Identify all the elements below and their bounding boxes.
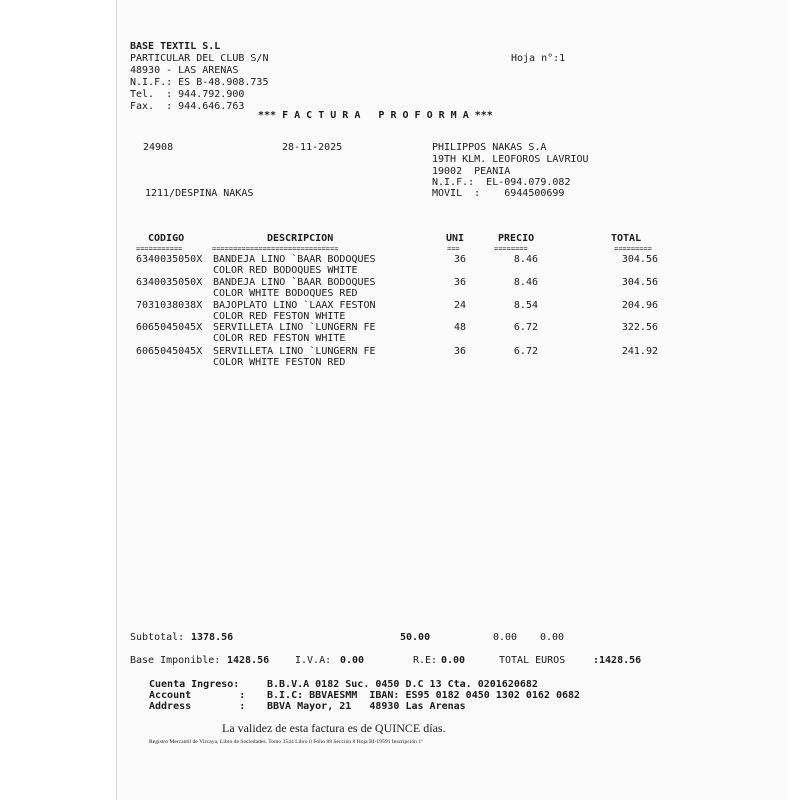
iva-label: I.V.A: bbox=[295, 655, 332, 666]
table-row bbox=[0, 300, 800, 324]
header-total: TOTAL bbox=[611, 233, 642, 244]
row-total: 304.56 bbox=[621, 254, 658, 265]
row-description-detail: COLOR WHITE BODOQUES RED bbox=[213, 288, 358, 299]
zero-value-2: 0.00 bbox=[540, 632, 565, 643]
rule-description: ============================== bbox=[212, 245, 339, 253]
total-euros-value: :1428.56 bbox=[593, 655, 642, 666]
extra-charge-value: 50.00 bbox=[400, 632, 431, 643]
table-row bbox=[0, 254, 800, 278]
row-units: 24 bbox=[453, 300, 466, 311]
row-total: 304.56 bbox=[621, 277, 658, 288]
row-units: 36 bbox=[453, 346, 466, 357]
row-price: 8.46 bbox=[513, 277, 538, 288]
seller-nif: N.I.F.: ES B-48.908.735 bbox=[130, 77, 269, 88]
seller-address-2: 48930 - LAS ARENAS bbox=[130, 65, 239, 76]
re-value: 0.00 bbox=[441, 655, 466, 666]
seller-name: BASE TEXTIL S.L bbox=[130, 41, 221, 52]
header-code: CODIGO bbox=[148, 233, 185, 244]
row-description: SERVILLETA LINO `LUNGERN FE bbox=[213, 346, 376, 357]
row-price: 6.72 bbox=[513, 322, 538, 333]
header-price: PRECIO bbox=[498, 233, 535, 244]
table-row bbox=[0, 277, 800, 301]
client-mobile: MOVIL : 6944500699 bbox=[432, 188, 565, 199]
row-price: 8.54 bbox=[513, 300, 538, 311]
invoice-number: 24908 bbox=[143, 142, 174, 153]
rule-code: =========== bbox=[136, 245, 183, 253]
bank-address-value: BBVA Mayor, 21 48930 Las Arenas bbox=[267, 701, 466, 712]
table-row bbox=[0, 346, 800, 370]
re-label: R.E: bbox=[413, 655, 438, 666]
bank-address-label: Address : bbox=[149, 701, 246, 712]
bank-account-label: Cuenta Ingreso: bbox=[149, 679, 240, 690]
invoice-date: 28-11-2025 bbox=[282, 142, 343, 153]
header-units: UNI bbox=[446, 233, 465, 244]
row-description-detail: COLOR RED FESTON WHITE bbox=[213, 311, 346, 322]
subtotal-value: 1378.56 bbox=[191, 632, 234, 643]
registry-footer: Registro Mercantil de Vizcaya, Libro de Sociedades. Tomo 3544 Libro 0 Folio 88 Sección 8 Hoja BI-19591 Inscripción 1ª bbox=[149, 739, 423, 745]
invoice-reference: 1211/DESPINA NAKAS bbox=[145, 188, 254, 199]
row-code: 6065045045X bbox=[136, 322, 203, 333]
sheet-number: Hoja n°:1 bbox=[511, 53, 566, 64]
rule-total: ========= bbox=[614, 245, 652, 253]
row-description-detail: COLOR RED BODOQUES WHITE bbox=[213, 265, 358, 276]
subtotal-label: Subtotal: bbox=[130, 632, 185, 643]
row-total: 322.56 bbox=[621, 322, 658, 333]
bank-iban-value: B.I.C: BBVAESMM IBAN: ES95 0182 0450 1302 0162 0682 bbox=[267, 690, 581, 701]
client-address-1: 19TH KLM. LEOFOROS LAVRIOU bbox=[432, 154, 589, 165]
validity-note: La validez de esta factura es de QUINCE días. bbox=[222, 721, 446, 735]
row-units: 36 bbox=[453, 254, 466, 265]
rule-price: ======== bbox=[494, 245, 528, 253]
row-total: 204.96 bbox=[621, 300, 658, 311]
row-code: 6065045045X bbox=[136, 346, 203, 357]
row-description-detail: COLOR WHITE FESTON RED bbox=[213, 357, 346, 368]
row-units: 48 bbox=[453, 322, 466, 333]
row-code: 6340035050X bbox=[136, 254, 203, 265]
iva-value: 0.00 bbox=[340, 655, 365, 666]
client-address-2: 19002 PEANIA bbox=[432, 166, 511, 177]
bank-iban-label: Account : bbox=[149, 690, 246, 701]
row-description: BANDEJA LINO `BAAR BODOQUES bbox=[213, 277, 376, 288]
seller-tel: Tel. : 944.792.900 bbox=[130, 89, 245, 100]
seller-address-1: PARTICULAR DEL CLUB S/N bbox=[130, 53, 269, 64]
client-nif: N.I.F.: EL-094.079.082 bbox=[432, 177, 571, 188]
row-description-detail: COLOR RED FESTON WHITE bbox=[213, 333, 346, 344]
total-euros-label: TOTAL EUROS bbox=[499, 655, 566, 666]
client-name: PHILIPPOS NAKAS S.A bbox=[432, 142, 547, 153]
row-price: 8.46 bbox=[513, 254, 538, 265]
row-description: SERVILLETA LINO `LUNGERN FE bbox=[213, 322, 376, 333]
row-description: BAJOPLATO LINO `LAAX FESTON bbox=[213, 300, 376, 311]
header-description: DESCRIPCION bbox=[267, 233, 334, 244]
table-row bbox=[0, 322, 800, 346]
rule-units: === bbox=[447, 245, 460, 253]
document-title: *** F A C T U R A P R O F O R M A *** bbox=[258, 110, 493, 121]
base-value: 1428.56 bbox=[227, 655, 270, 666]
row-code: 7031038038X bbox=[136, 300, 203, 311]
bank-account-value: B.B.V.A 0182 Suc. 0450 D.C 13 Cta. 0201620682 bbox=[267, 679, 538, 690]
zero-value-1: 0.00 bbox=[493, 632, 518, 643]
row-units: 36 bbox=[453, 277, 466, 288]
row-code: 6340035050X bbox=[136, 277, 203, 288]
row-price: 6.72 bbox=[513, 346, 538, 357]
row-total: 241.92 bbox=[621, 346, 658, 357]
row-description: BANDEJA LINO `BAAR BODOQUES bbox=[213, 254, 376, 265]
seller-fax: Fax. : 944.646.763 bbox=[130, 101, 245, 112]
base-label: Base Imponible: bbox=[130, 655, 221, 666]
